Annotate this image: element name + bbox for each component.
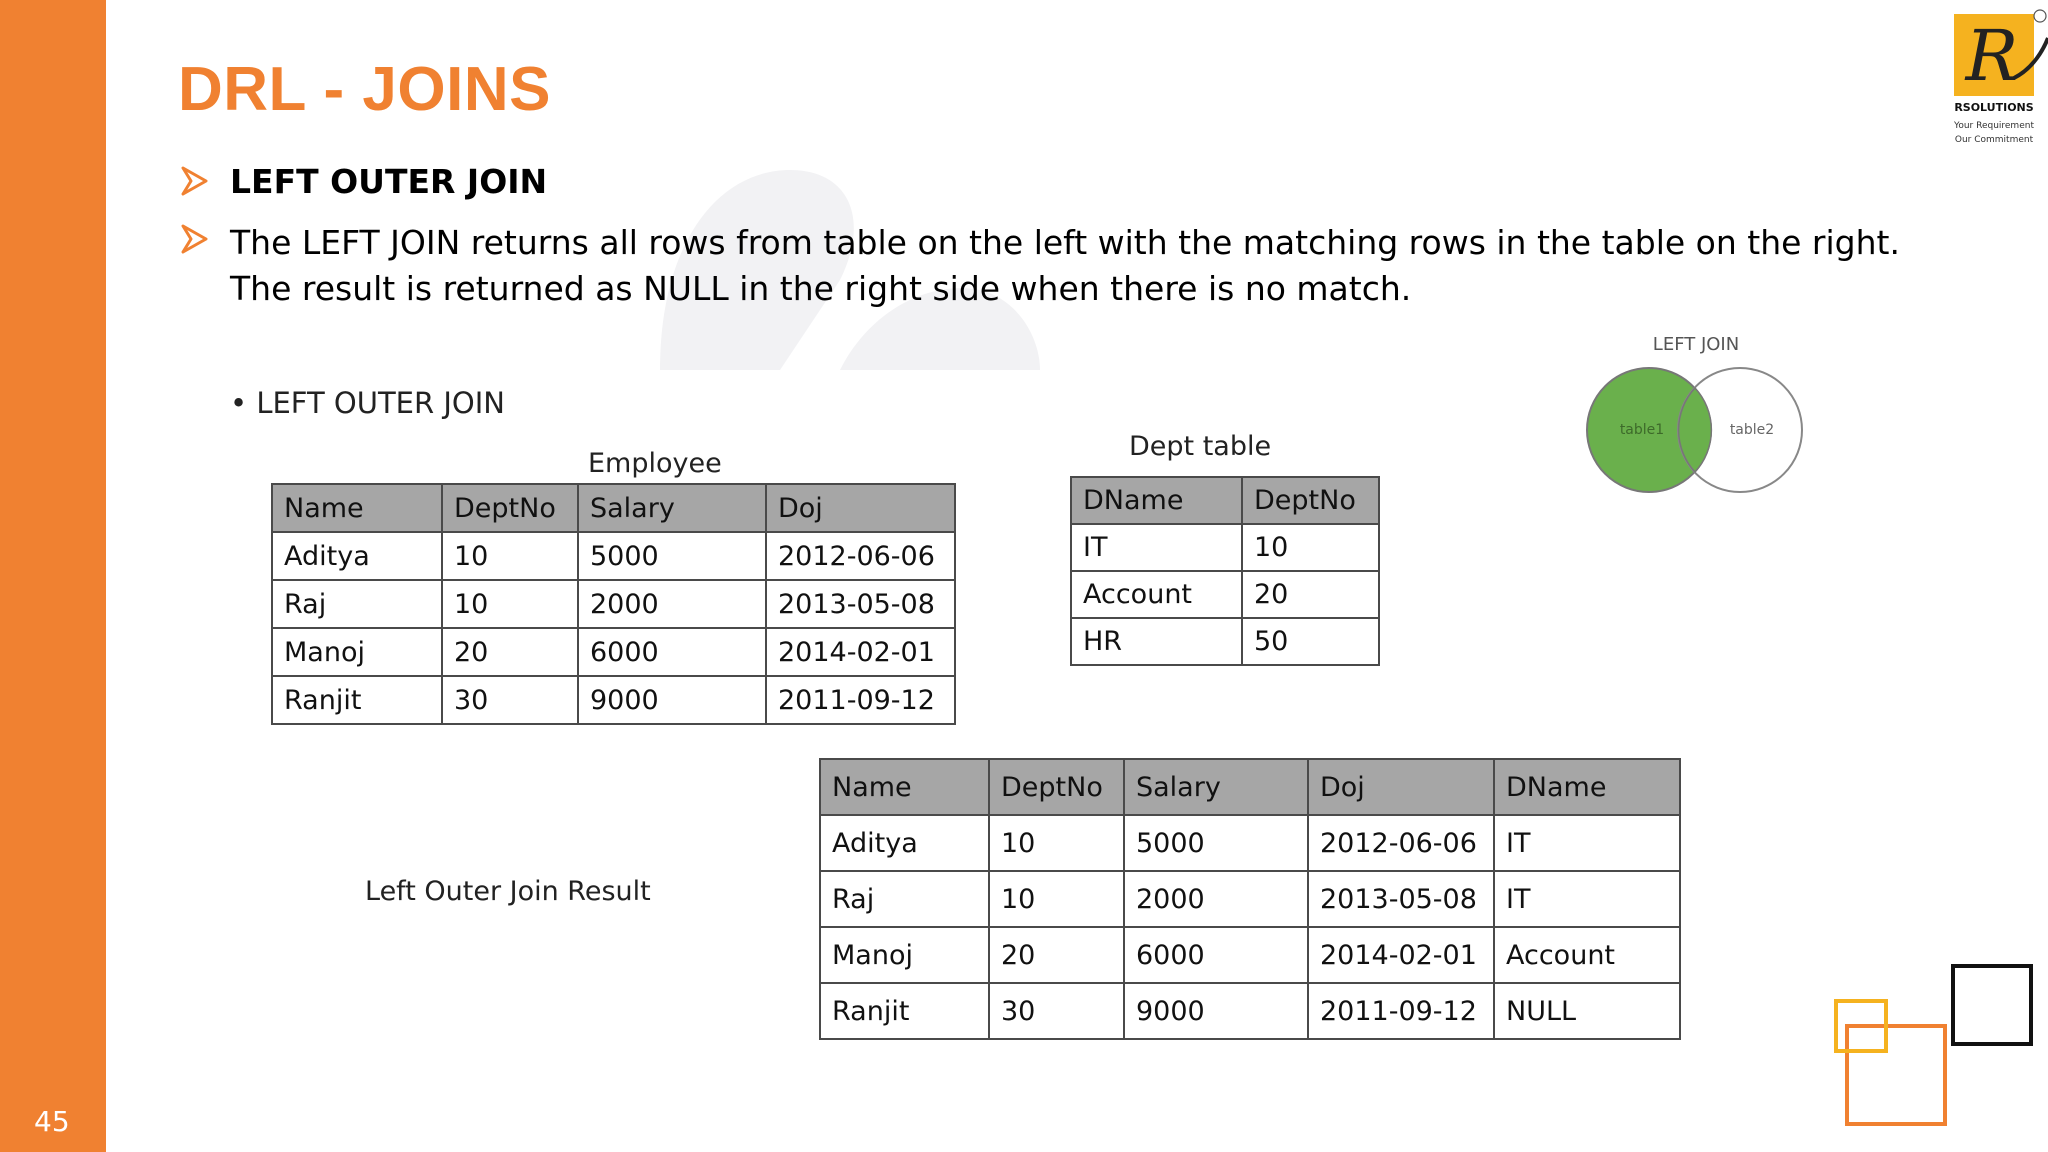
table-cell: 30 <box>989 983 1124 1039</box>
table-cell: 10 <box>989 871 1124 927</box>
table-header-row <box>820 759 1680 815</box>
table-cell: Aditya <box>820 815 989 871</box>
table-cell: NULL <box>1494 983 1680 1039</box>
column-header: Salary <box>578 484 766 532</box>
bullet-text: LEFT OUTER JOIN <box>230 162 548 201</box>
column-header: Doj <box>766 484 955 532</box>
table-cell: 30 <box>442 676 578 724</box>
table-cell: 20 <box>1242 571 1379 618</box>
dept-table <box>1070 476 1380 666</box>
table-cell: Account <box>1071 571 1242 618</box>
rsolutions-logo <box>1944 8 2048 148</box>
result-body <box>820 815 1680 1039</box>
table-row <box>272 532 955 580</box>
table-cell: 5000 <box>578 532 766 580</box>
description-line-2: The result is returned as NULL in the right side when there is no match. <box>230 269 1412 308</box>
result-header <box>820 759 1680 815</box>
table-cell: Manoj <box>820 927 989 983</box>
table-cell: Raj <box>272 580 442 628</box>
venn-right-label: table2 <box>1729 422 1775 438</box>
employee-header <box>272 484 955 532</box>
table-header-row <box>1071 477 1379 524</box>
table-cell: 2012-06-06 <box>1308 815 1494 871</box>
table-cell: 2011-09-12 <box>766 676 955 724</box>
table-cell: Raj <box>820 871 989 927</box>
column-header: DName <box>1071 477 1242 524</box>
table-row <box>272 628 955 676</box>
table-cell: Account <box>1494 927 1680 983</box>
table-cell: 2013-05-08 <box>1308 871 1494 927</box>
decorative-squares <box>1830 960 2040 1140</box>
table-cell: 2014-02-01 <box>1308 927 1494 983</box>
table-cell: 20 <box>989 927 1124 983</box>
table-cell: 6000 <box>1124 927 1308 983</box>
page-title: DRL - JOINS <box>178 55 551 124</box>
table-row <box>1071 618 1379 665</box>
logo-tagline-1: Your Requirement <box>1954 121 2034 131</box>
column-header: Salary <box>1124 759 1308 815</box>
table-cell: IT <box>1071 524 1242 571</box>
table-cell: 50 <box>1242 618 1379 665</box>
table-row <box>820 927 1680 983</box>
table-cell: 5000 <box>1124 815 1308 871</box>
table-cell: 2012-06-06 <box>766 532 955 580</box>
logo-mark: R <box>1965 15 2019 97</box>
venn-left-label: table1 <box>1619 422 1665 438</box>
table-row <box>272 676 955 724</box>
column-header: Doj <box>1308 759 1494 815</box>
table-row <box>820 983 1680 1039</box>
employee-caption: Employee <box>588 448 722 479</box>
table-cell: 10 <box>989 815 1124 871</box>
table-cell: 2014-02-01 <box>766 628 955 676</box>
table-cell: 20 <box>442 628 578 676</box>
table-cell: Aditya <box>272 532 442 580</box>
table-cell: 10 <box>1242 524 1379 571</box>
employee-body <box>272 532 955 724</box>
left-join-venn-diagram <box>1568 328 1828 498</box>
column-header: DeptNo <box>989 759 1124 815</box>
table-row <box>820 871 1680 927</box>
dept-header <box>1071 477 1379 524</box>
table-cell: Ranjit <box>820 983 989 1039</box>
table-cell: IT <box>1494 871 1680 927</box>
result-caption: Left Outer Join Result <box>365 876 651 907</box>
result-table <box>819 758 1681 1040</box>
logo-tagline-2: Our Commitment <box>1954 135 2034 145</box>
table-header-row <box>272 484 955 532</box>
bullet-text <box>230 220 1900 312</box>
table-cell: 10 <box>442 580 578 628</box>
column-header: DeptNo <box>1242 477 1379 524</box>
table-cell: HR <box>1071 618 1242 665</box>
sub-bullet: • LEFT OUTER JOIN <box>230 386 505 420</box>
column-header: DName <box>1494 759 1680 815</box>
venn-title: LEFT JOIN <box>1652 334 1740 355</box>
dept-body <box>1071 524 1379 665</box>
column-header: Name <box>272 484 442 532</box>
table-cell: 10 <box>442 532 578 580</box>
table-cell: Ranjit <box>272 676 442 724</box>
arrow-bullet-icon <box>180 224 208 254</box>
dept-caption: Dept table <box>1129 431 1272 462</box>
table-cell: Manoj <box>272 628 442 676</box>
table-row <box>1071 571 1379 618</box>
table-cell: 2011-09-12 <box>1308 983 1494 1039</box>
table-cell: IT <box>1494 815 1680 871</box>
table-row <box>1071 524 1379 571</box>
employee-table <box>271 483 956 725</box>
table-row <box>272 580 955 628</box>
column-header: Name <box>820 759 989 815</box>
table-cell: 9000 <box>578 676 766 724</box>
table-cell: 2000 <box>578 580 766 628</box>
sub-bullet-text: LEFT OUTER JOIN <box>256 386 505 420</box>
orange-sidebar <box>0 0 106 1152</box>
table-cell: 9000 <box>1124 983 1308 1039</box>
logo-brand: RSOLUTIONS <box>1954 101 2034 114</box>
slide-number: 45 <box>34 1105 70 1138</box>
table-row <box>820 815 1680 871</box>
table-cell: 2000 <box>1124 871 1308 927</box>
arrow-bullet-icon <box>180 166 208 196</box>
table-cell: 2013-05-08 <box>766 580 955 628</box>
description-line-1: The LEFT JOIN returns all rows from table on the left with the matching rows in the table on the right. <box>230 223 1900 262</box>
table-cell: 6000 <box>578 628 766 676</box>
column-header: DeptNo <box>442 484 578 532</box>
